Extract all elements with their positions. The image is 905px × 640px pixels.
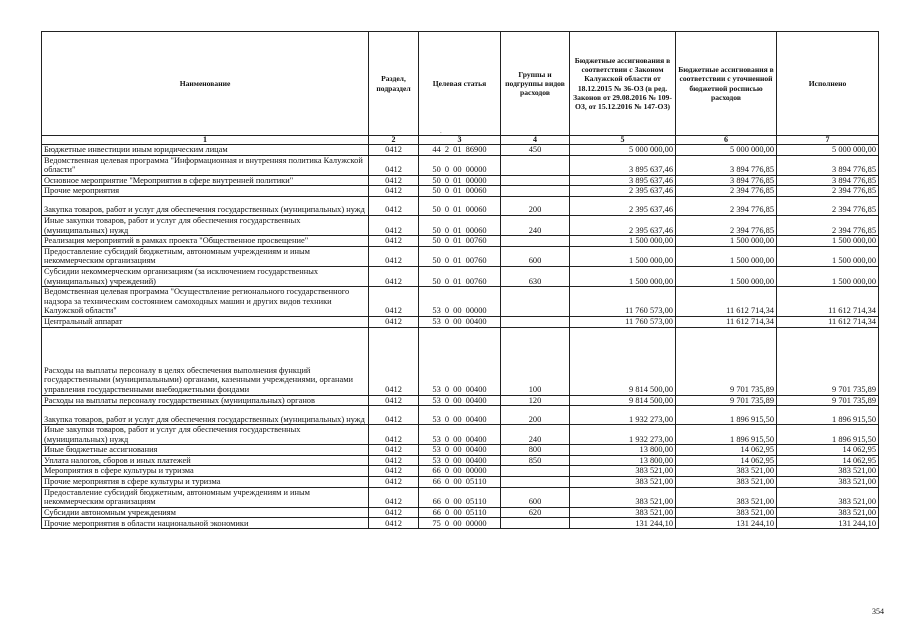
header-name: Наименование: [42, 32, 369, 136]
cell-section: 0412: [369, 406, 419, 425]
cell-group: 800: [501, 445, 570, 456]
cell-executed: 9 701 735,89: [777, 395, 879, 406]
cell-law-budget: 1 932 273,00: [570, 406, 676, 425]
table-row: [42, 466, 879, 477]
table-row: [42, 395, 879, 406]
cell-executed: 9 701 735,89: [777, 327, 879, 395]
cell-section: 0412: [369, 155, 419, 175]
cell-group: 200: [501, 406, 570, 425]
stray-mark: .: [440, 127, 442, 135]
cell-name: Иные бюджетные ассигнования: [42, 445, 369, 456]
cell-name: Предоставление субсидий бюджетным, автономным учреждениям и иным некоммерческим организациям: [42, 246, 369, 266]
cell-article: 75 0 00 00000: [419, 518, 501, 529]
cell-refined-budget: 1 896 915,50: [676, 406, 777, 425]
cell-name: Закупка товаров, работ и услуг для обеспечения государственных (муниципальных) нужд: [42, 196, 369, 215]
table-row: [42, 236, 879, 247]
header-row: [42, 32, 879, 136]
cell-law-budget: 3 895 637,46: [570, 155, 676, 175]
cell-group: [501, 477, 570, 488]
cell-section: 0412: [369, 316, 419, 327]
cell-executed: 1 500 000,00: [777, 246, 879, 266]
cell-name: Прочие мероприятия в области национальной экономики: [42, 518, 369, 529]
cell-article: 50 0 01 00060: [419, 215, 501, 235]
cell-executed: 2 394 776,85: [777, 215, 879, 235]
cell-refined-budget: 2 394 776,85: [676, 196, 777, 215]
cell-article: 53 0 00 00400: [419, 425, 501, 445]
cell-article: 66 0 00 05110: [419, 477, 501, 488]
cell-group: 100: [501, 327, 570, 395]
cell-section: 0412: [369, 445, 419, 456]
cell-article: 53 0 00 00000: [419, 287, 501, 317]
cell-refined-budget: 1 500 000,00: [676, 266, 777, 286]
cell-law-budget: 1 500 000,00: [570, 246, 676, 266]
cell-section: 0412: [369, 507, 419, 518]
cell-law-budget: 13 800,00: [570, 455, 676, 466]
cell-group: 120: [501, 395, 570, 406]
cell-section: 0412: [369, 236, 419, 247]
cell-executed: 383 521,00: [777, 487, 879, 507]
cell-name: Основное мероприятие "Мероприятия в сфере внутренней политики": [42, 175, 369, 186]
cell-section: 0412: [369, 455, 419, 466]
column-number: 1: [42, 136, 369, 145]
table-row: [42, 266, 879, 286]
cell-law-budget: 3 895 637,46: [570, 175, 676, 186]
cell-refined-budget: 1 500 000,00: [676, 236, 777, 247]
cell-refined-budget: 2 394 776,85: [676, 215, 777, 235]
cell-article: 44 2 01 86900: [419, 145, 501, 156]
cell-name: Предоставление субсидий бюджетным, автономным учреждениям и иным некоммерческим организациям: [42, 487, 369, 507]
cell-article: 50 0 01 00060: [419, 186, 501, 197]
header-executed: Исполнено: [777, 32, 879, 136]
cell-article: 53 0 00 00400: [419, 395, 501, 406]
cell-section: 0412: [369, 196, 419, 215]
header-group: Группы и подгруппы видов расходов: [501, 32, 570, 136]
cell-section: 0412: [369, 327, 419, 395]
cell-law-budget: 1 500 000,00: [570, 266, 676, 286]
cell-article: 50 0 01 00000: [419, 175, 501, 186]
cell-section: 0412: [369, 215, 419, 235]
cell-law-budget: 11 760 573,00: [570, 316, 676, 327]
cell-group: 450: [501, 145, 570, 156]
cell-law-budget: 1 932 273,00: [570, 425, 676, 445]
cell-article: 53 0 00 00400: [419, 455, 501, 466]
cell-article: 50 0 00 00000: [419, 155, 501, 175]
cell-executed: 14 062,95: [777, 455, 879, 466]
cell-executed: 11 612 714,34: [777, 316, 879, 327]
table-row: [42, 406, 879, 425]
table-row: [42, 477, 879, 488]
cell-article: 53 0 00 00400: [419, 406, 501, 425]
cell-name: Прочие мероприятия: [42, 186, 369, 197]
cell-executed: 383 521,00: [777, 477, 879, 488]
cell-refined-budget: 14 062,95: [676, 445, 777, 456]
cell-refined-budget: 131 244,10: [676, 518, 777, 529]
cell-article: 53 0 00 00400: [419, 316, 501, 327]
table-row: [42, 445, 879, 456]
cell-group: 620: [501, 507, 570, 518]
cell-refined-budget: 14 062,95: [676, 455, 777, 466]
cell-article: 53 0 00 00400: [419, 327, 501, 395]
cell-name: Ведомственная целевая программа "Информационная и внутренняя политика Калужской области": [42, 155, 369, 175]
cell-name: Закупка товаров, работ и услуг для обеспечения государственных (муниципальных) нужд: [42, 406, 369, 425]
column-number: 5: [570, 136, 676, 145]
cell-law-budget: 9 814 500,00: [570, 327, 676, 395]
cell-group: 240: [501, 425, 570, 445]
table-row: [42, 327, 879, 395]
cell-section: 0412: [369, 395, 419, 406]
cell-executed: 2 394 776,85: [777, 196, 879, 215]
cell-group: [501, 287, 570, 317]
cell-name: Субсидии некоммерческим организациям (за исключением государственных (муниципальных) учреждений): [42, 266, 369, 286]
cell-law-budget: 2 395 637,46: [570, 196, 676, 215]
cell-group: 600: [501, 246, 570, 266]
cell-refined-budget: 9 701 735,89: [676, 327, 777, 395]
cell-law-budget: 383 521,00: [570, 477, 676, 488]
cell-refined-budget: 383 521,00: [676, 477, 777, 488]
page-number: 354: [872, 607, 884, 616]
table-row: [42, 518, 879, 529]
cell-executed: 131 244,10: [777, 518, 879, 529]
cell-law-budget: 131 244,10: [570, 518, 676, 529]
cell-name: Расходы на выплаты персоналу государственных (муниципальных) органов: [42, 395, 369, 406]
cell-group: [501, 316, 570, 327]
cell-name: Ведомственная целевая программа "Осуществление регионального государственного надзора за техническим состоянием самоходных машин и других видов техники Калужской области": [42, 287, 369, 317]
cell-group: [501, 466, 570, 477]
column-number: 6: [676, 136, 777, 145]
cell-law-budget: 383 521,00: [570, 487, 676, 507]
cell-name: Реализация мероприятий в рамках проекта "Общественное просвещение": [42, 236, 369, 247]
cell-article: 50 0 01 00760: [419, 236, 501, 247]
table-row: [42, 175, 879, 186]
column-number-row: [42, 136, 879, 145]
cell-group: [501, 155, 570, 175]
cell-executed: 3 894 776,85: [777, 155, 879, 175]
cell-name: Уплата налогов, сборов и иных платежей: [42, 455, 369, 466]
cell-group: [501, 175, 570, 186]
cell-law-budget: 9 814 500,00: [570, 395, 676, 406]
cell-executed: 5 000 000,00: [777, 145, 879, 156]
cell-executed: 383 521,00: [777, 466, 879, 477]
table-row: [42, 316, 879, 327]
cell-law-budget: 5 000 000,00: [570, 145, 676, 156]
cell-refined-budget: 9 701 735,89: [676, 395, 777, 406]
cell-refined-budget: 5 000 000,00: [676, 145, 777, 156]
column-number: 7: [777, 136, 879, 145]
cell-article: 66 0 00 05110: [419, 487, 501, 507]
cell-refined-budget: 3 894 776,85: [676, 175, 777, 186]
table-row: [42, 215, 879, 235]
header-refined-budget: Бюджетные ассигнования в соответствии с уточненной бюджетной росписью расходов: [676, 32, 777, 136]
cell-executed: 3 894 776,85: [777, 175, 879, 186]
cell-refined-budget: 11 612 714,34: [676, 287, 777, 317]
cell-group: 240: [501, 215, 570, 235]
cell-article: 53 0 00 00400: [419, 445, 501, 456]
cell-law-budget: 1 500 000,00: [570, 236, 676, 247]
table-row: [42, 145, 879, 156]
table-row: [42, 455, 879, 466]
cell-name: Субсидии автономным учреждениям: [42, 507, 369, 518]
cell-section: 0412: [369, 425, 419, 445]
cell-name: Центральный аппарат: [42, 316, 369, 327]
column-number: 3: [419, 136, 501, 145]
cell-executed: 383 521,00: [777, 507, 879, 518]
cell-group: 850: [501, 455, 570, 466]
table-row: [42, 246, 879, 266]
cell-name: Иные закупки товаров, работ и услуг для обеспечения государственных (муниципальных) нужд: [42, 215, 369, 235]
cell-article: 66 0 00 00000: [419, 466, 501, 477]
cell-name: Прочие мероприятия в сфере культуры и туризма: [42, 477, 369, 488]
cell-section: 0412: [369, 477, 419, 488]
cell-refined-budget: 2 394 776,85: [676, 186, 777, 197]
cell-section: 0412: [369, 466, 419, 477]
cell-section: 0412: [369, 145, 419, 156]
cell-section: 0412: [369, 266, 419, 286]
cell-group: [501, 186, 570, 197]
budget-table: [41, 31, 879, 529]
cell-article: 50 0 01 00060: [419, 196, 501, 215]
cell-article: 50 0 01 00760: [419, 246, 501, 266]
table-row: [42, 507, 879, 518]
cell-article: 50 0 01 00760: [419, 266, 501, 286]
cell-law-budget: 11 760 573,00: [570, 287, 676, 317]
cell-executed: 11 612 714,34: [777, 287, 879, 317]
cell-name: Расходы на выплаты персоналу в целях обеспечения выполнения функций государственными (муниципальными) органами, казенными учреждениями, органами управления государственными внебюджетными фондами: [42, 327, 369, 395]
column-number: 4: [501, 136, 570, 145]
table-row: [42, 196, 879, 215]
cell-refined-budget: 3 894 776,85: [676, 155, 777, 175]
cell-group: [501, 518, 570, 529]
header-article: Целевая статья: [419, 32, 501, 136]
cell-section: 0412: [369, 287, 419, 317]
cell-refined-budget: 383 521,00: [676, 487, 777, 507]
cell-section: 0412: [369, 175, 419, 186]
cell-law-budget: 2 395 637,46: [570, 215, 676, 235]
table-row: [42, 425, 879, 445]
cell-group: 600: [501, 487, 570, 507]
table-row: [42, 487, 879, 507]
cell-refined-budget: 11 612 714,34: [676, 316, 777, 327]
cell-group: 630: [501, 266, 570, 286]
cell-name: Мероприятия в сфере культуры и туризма: [42, 466, 369, 477]
cell-refined-budget: 1 500 000,00: [676, 246, 777, 266]
cell-executed: 1 500 000,00: [777, 236, 879, 247]
cell-name: Бюджетные инвестиции иным юридическим лицам: [42, 145, 369, 156]
cell-refined-budget: 383 521,00: [676, 466, 777, 477]
cell-executed: 1 500 000,00: [777, 266, 879, 286]
column-number: 2: [369, 136, 419, 145]
cell-executed: 1 896 915,50: [777, 406, 879, 425]
table-row: [42, 155, 879, 175]
cell-article: 66 0 00 05110: [419, 507, 501, 518]
cell-law-budget: 2 395 637,46: [570, 186, 676, 197]
header-law-budget: Бюджетные ассигнования в соответствии с Законом Калужской области от 18.12.2015 № 36-ОЗ (в ред. Законов от 29.08.2016 № 109-ОЗ, от 15.12.2016 № 147-ОЗ): [570, 32, 676, 136]
cell-refined-budget: 1 896 915,50: [676, 425, 777, 445]
cell-law-budget: 13 800,00: [570, 445, 676, 456]
cell-section: 0412: [369, 246, 419, 266]
table-row: [42, 287, 879, 317]
cell-section: 0412: [369, 487, 419, 507]
cell-refined-budget: 383 521,00: [676, 507, 777, 518]
cell-name: Иные закупки товаров, работ и услуг для обеспечения государственных (муниципальных) нужд: [42, 425, 369, 445]
table-row: [42, 186, 879, 197]
cell-section: 0412: [369, 186, 419, 197]
cell-group: 200: [501, 196, 570, 215]
cell-section: 0412: [369, 518, 419, 529]
cell-executed: 14 062,95: [777, 445, 879, 456]
cell-executed: 1 896 915,50: [777, 425, 879, 445]
cell-executed: 2 394 776,85: [777, 186, 879, 197]
cell-group: [501, 236, 570, 247]
header-section: Раздел, подраздел: [369, 32, 419, 136]
cell-law-budget: 383 521,00: [570, 466, 676, 477]
cell-law-budget: 383 521,00: [570, 507, 676, 518]
